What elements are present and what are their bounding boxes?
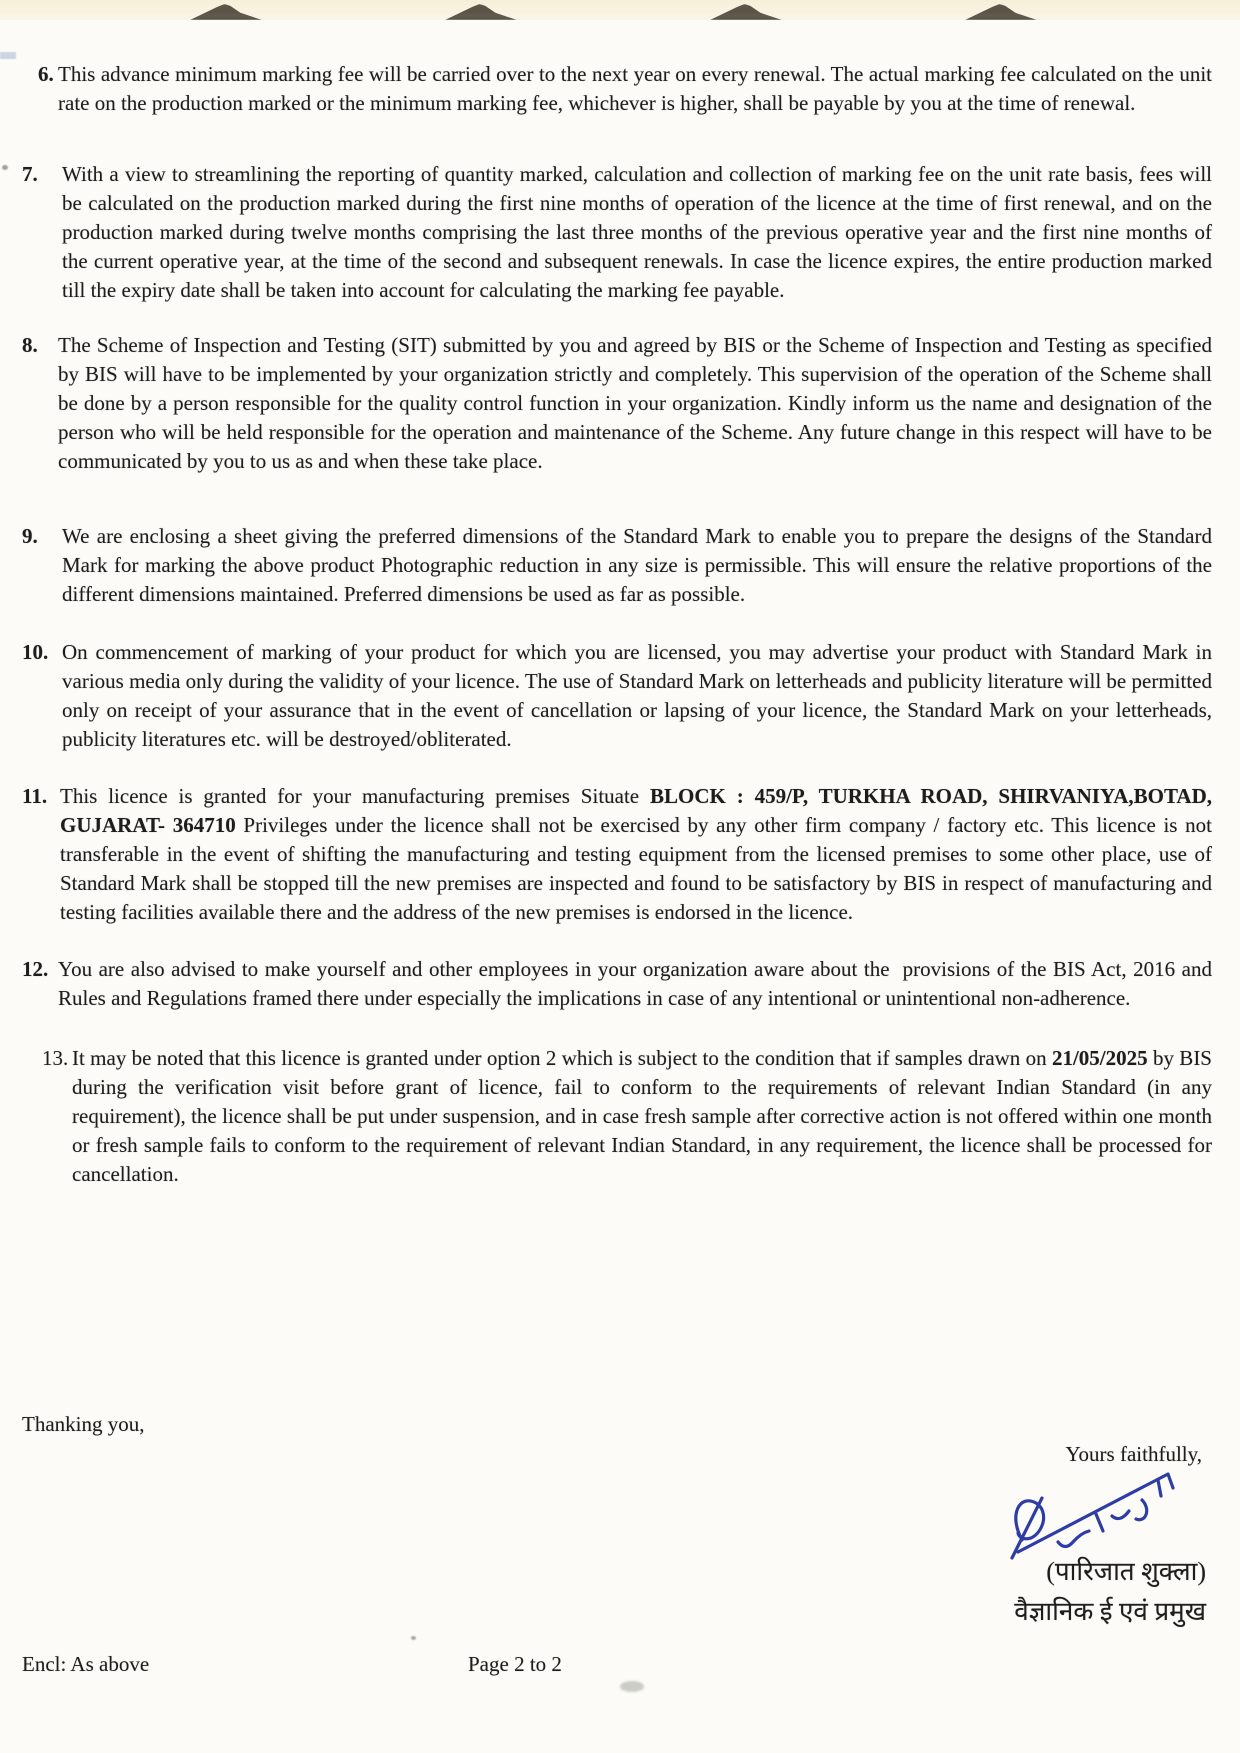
scan-binding-mark [445, 4, 517, 20]
paragraph-number: 13. [42, 1046, 69, 1070]
signatory-name: (पारिजात शुक्ला) [1046, 1557, 1206, 1586]
paragraph-text: It may be noted that this licence is granted under option 2 which is subject to the condition that if samples drawn on 21/05/2025 by BIS during the verification visit before grant of licence, fail to conform to the requirements of relevant Indian Standard (in any requirement), the licence shall be put under suspension, and in case fresh sample after corrective action is not offered within one month or fresh sample fails to conform to the requirement of relevant Indian Standard, in any requirement, the licence shall be processed for cancellation. [72, 1046, 1212, 1186]
scan-binding-mark [710, 4, 782, 20]
paragraph-number: 11. [22, 784, 48, 808]
paragraph-text: The Scheme of Inspection and Testing (SIT) submitted by you and agreed by BIS or the Scheme of Inspection and Testing as specified by BIS will have to be implemented by your organization strictly and completely. This supervision of the operation of the Scheme shall be done by a person responsible for the quality control function in your organization. Kindly inform us the name and designation of the person who will be held responsible for the operation and maintenance of the Scheme. Any future change in this respect will have to be communicated by you to us as and when these take place. [58, 333, 1212, 473]
scan-speck [2, 165, 8, 170]
paragraph-10 [22, 638, 1212, 754]
paragraph-number: 6. [38, 62, 54, 86]
paragraph-6 [22, 60, 1212, 118]
paragraph-11 [22, 782, 1212, 927]
paragraph-number: 12. [22, 957, 49, 981]
paragraph-number: 8. [22, 333, 38, 357]
scan-speck [411, 1636, 416, 1640]
paragraph-text: You are also advised to make yourself and other employees in your organization aware about the provisions of the BIS Act, 2016 and Rules and Regulations framed there under especially the implications in case of any intentional or unintentional non-adherence. [58, 957, 1212, 1010]
paragraph-number: 7. [22, 162, 38, 186]
paragraph-number: 9. [22, 524, 38, 548]
paragraph-text: This licence is granted for your manufacturing premises Situate BLOCK : 459/P, TURKHA ROAD, SHIRVANIYA,BOTAD, GUJARAT- 364710 Privileges under the licence shall not be exercised by any other firm company / factory etc. This licence is not transferable in the event of shifting the manufacturing and testing equipment from the licensed premises to some other place, use of Standard Mark shall be stopped till the new premises are inspected and found to be satisfactory by BIS in respect of manufacturing and testing facilities available there and the address of the new premises is endorsed in the licence. [60, 784, 1213, 924]
signatory-title: वैज्ञानिक ई एवं प्रमुख [1014, 1597, 1206, 1626]
enclosure-note: Encl: As above [22, 1652, 150, 1676]
scan-binding-mark [965, 4, 1037, 20]
scan-binding-mark [190, 4, 262, 20]
paragraph-8 [22, 331, 1212, 476]
letter-body [22, 38, 1212, 1189]
closing-valediction: Yours faithfully, [1065, 1442, 1202, 1466]
paragraph-text: With a view to streamlining the reporting of quantity marked, calculation and collection of marking fee on the unit rate basis, fees will be calculated on the production marked during the first nine months of operation of the licence at the time of first renewal, and on the production marked during twelve months comprising the last three months of the previous operative year and the first nine months of the current operative year, at the time of the second and subsequent renewals. In case the licence expires, the entire production marked till the expiry date shall be taken into account for calculating the marking fee payable. [62, 162, 1212, 302]
scan-smudge [620, 1681, 644, 1692]
closing-thanks: Thanking you, [22, 1412, 145, 1436]
paragraph-text: We are enclosing a sheet giving the preferred dimensions of the Standard Mark to enable you to prepare the designs of the Standard Mark for marking the above product Photographic reduction in any size is permissible. This will ensure the relative proportions of the different dimensions maintained. Preferred dimensions be used as far as possible. [62, 524, 1212, 606]
paragraph-text: This advance minimum marking fee will be carried over to the next year on every renewal. The actual marking fee calculated on the unit rate on the production marked or the minimum marking fee, whichever is higher, shall be payable by you at the time of renewal. [58, 62, 1212, 115]
page-footer [0, 1652, 1240, 1682]
paragraph-list [22, 38, 1212, 1189]
paragraph-9 [22, 522, 1212, 609]
scan-smudge [0, 52, 16, 59]
paragraph-number: 10. [22, 640, 49, 664]
paragraph-12 [22, 955, 1212, 1013]
scan-top-edge [0, 0, 1240, 20]
paragraph-7 [22, 160, 1212, 305]
paragraph-text: On commencement of marking of your product for which you are licensed, you may advertise your product with Standard Mark in various media only during the validity of your licence. The use of Standard Mark on letterheads and publicity literature will be permitted only on receipt of your assurance that in the event of cancellation or lapsing of your licence, the Standard Mark on your letterheads, publicity literatures etc. will be destroyed/obliterated. [62, 640, 1212, 751]
page-number: Page 2 to 2 [468, 1652, 562, 1676]
paragraph-13 [22, 1044, 1212, 1189]
